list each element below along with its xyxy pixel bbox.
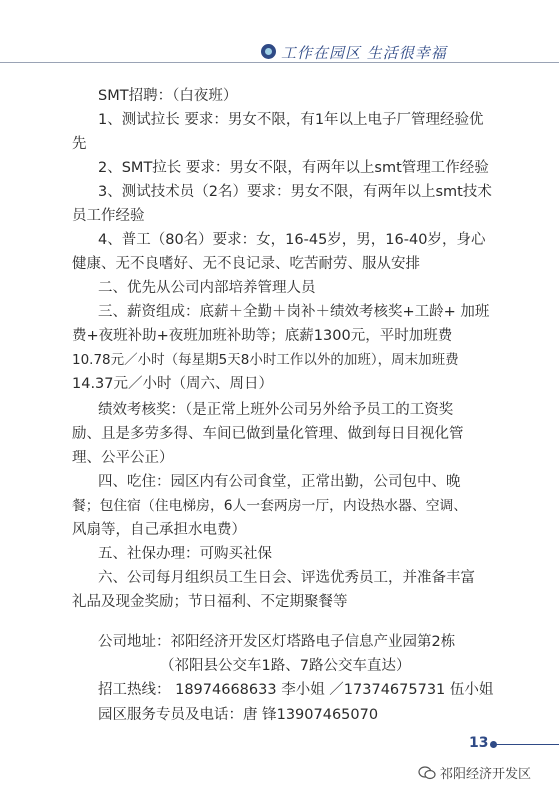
wechat-icon	[418, 766, 436, 780]
body-line: 三、薪资组成：底薪＋全勤＋岗补＋绩效考核奖+工龄+ 加班	[98, 304, 490, 320]
body-line: 四、吃住：园区内有公司食堂，正常出勤，公司包中、晚	[98, 474, 461, 490]
body-line: 1、测试拉长 要求：男女不限，有1年以上电子厂管理经验优	[98, 112, 484, 128]
body-line: 二、优先从公司内部培养管理人员	[98, 280, 316, 296]
body-line: 励、且是多劳多得、车间已做到量化管理、做到每日目视化管	[72, 426, 464, 442]
watermark-text: 祁阳经济开发区	[440, 767, 532, 782]
service-contact: 园区服务专员及电话：唐 锋13907465070	[98, 707, 379, 723]
body-line: 费+夜班补助+夜班加班补助等；底薪1300元，平时加班费	[72, 328, 453, 344]
body-line: 礼品及现金奖励；节日福利、不定期聚餐等	[72, 594, 348, 610]
body-line: 风扇等，自己承担水电费）	[72, 522, 246, 538]
body-line: 14.37元／小时（周六、周日）	[72, 376, 274, 392]
park-logo-icon	[261, 44, 276, 59]
body-line: 10.78元／小时（每星期5天8小时工作以外的加班），周末加班费	[72, 352, 459, 368]
page-number: 13	[469, 735, 489, 751]
body-line: 健康、无不良嗜好、无不良记录、吃苦耐劳、服从安排	[72, 256, 420, 272]
body-line: 员工作经验	[72, 208, 145, 224]
body-line: 先	[72, 136, 87, 152]
body-line: 3、测试技术员（2名）要求：男女不限，有两年以上smt技术	[98, 184, 492, 200]
bus-directions: （祁阳县公交车1路、7路公交车直达）	[160, 658, 411, 674]
body-line: 2、SMT拉长 要求：男女不限，有两年以上smt管理工作经验	[98, 160, 489, 176]
body-line: 4、普工（80名）要求：女，16-45岁，男，16-40岁，身心	[98, 232, 486, 248]
hiring-hotline: 招工热线： 18974668633 李小姐 ／17374675731 伍小姐	[98, 682, 494, 698]
body-line: 绩效考核奖：（是正常上班外公司另外给予员工的工资奖	[98, 402, 454, 418]
company-address: 公司地址：祁阳经济开发区灯塔路电子信息产业园第2栋	[98, 634, 456, 650]
header-slogan: 工作在园区 生活很幸福	[281, 44, 447, 62]
body-line: 餐；包住宿（住电梯房，6人一套两房一厅，内设热水器、空调、	[72, 498, 468, 514]
footer-rule	[495, 744, 559, 745]
body-line: 理、公平公正）	[72, 450, 174, 466]
header-divider	[0, 62, 559, 63]
body-line: SMT招聘：（白夜班）	[98, 88, 238, 104]
body-line: 六、公司每月组织员工生日会、评选优秀员工，并准备丰富	[98, 570, 475, 586]
body-line: 五、社保办理：可购买社保	[98, 546, 272, 562]
